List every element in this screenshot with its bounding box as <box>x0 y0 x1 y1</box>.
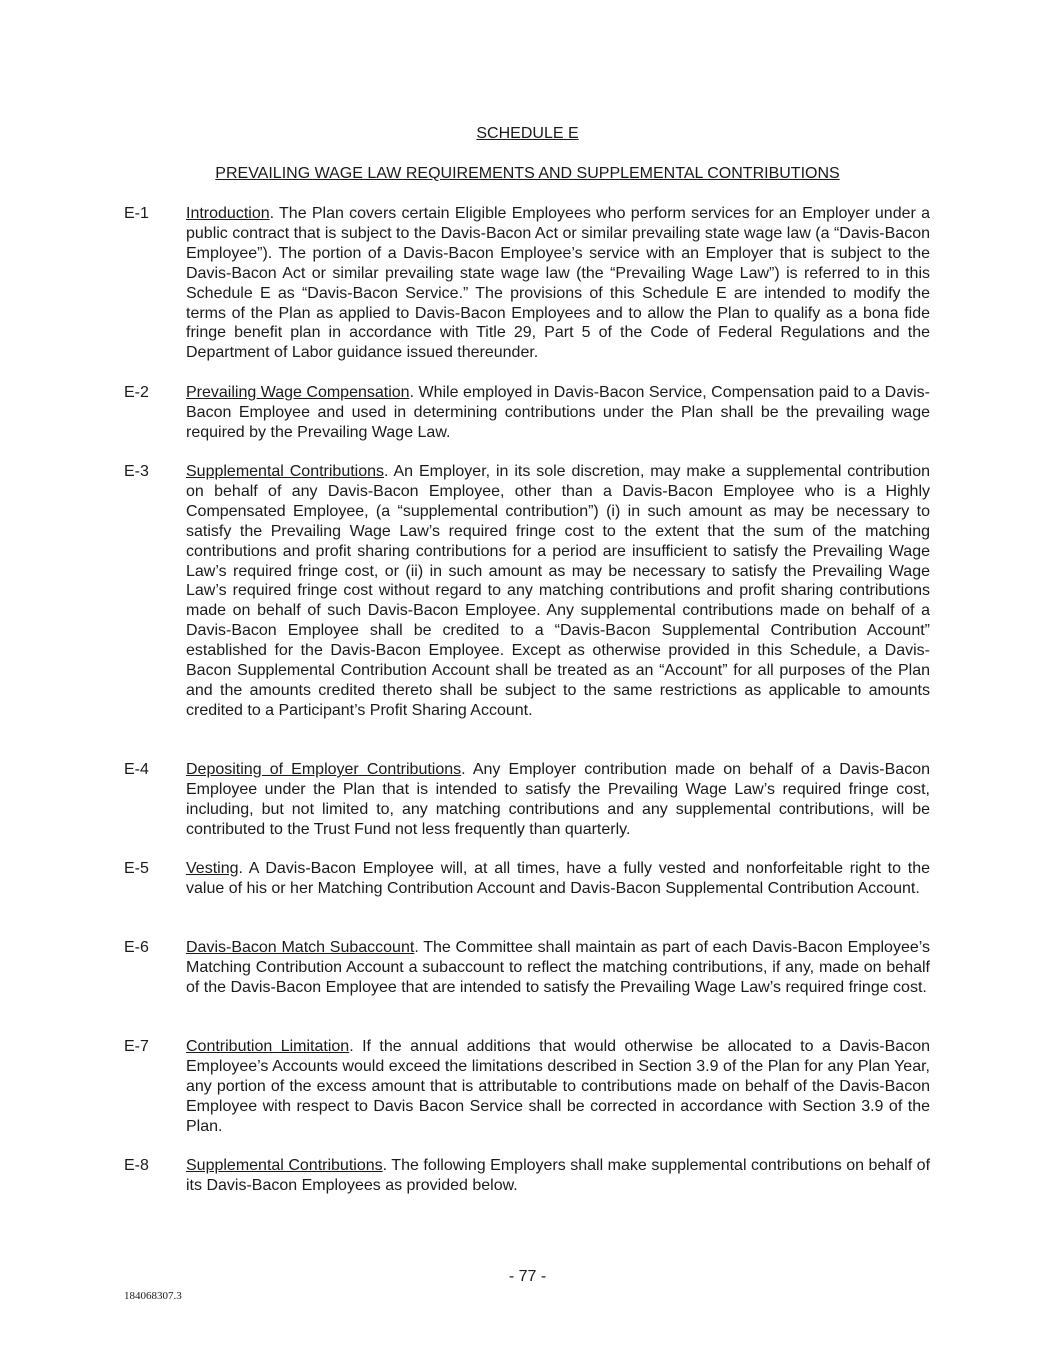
section-e2 <box>124 383 930 443</box>
section-heading: Depositing of Employer Contributions <box>186 761 462 778</box>
section-text: . Any Employer contribution made on behalf of a Davis-Bacon Employee under the Plan that is intended to satisfy the Prevailing Wage Law’s required fringe cost, including, but not limited to, any matching contributions and any supplemental contributions, will be contributed to the Trust Fund not less frequently than quarterly. <box>186 761 930 838</box>
schedule-title: SCHEDULE E <box>476 125 579 142</box>
section-heading: Introduction <box>186 205 270 222</box>
section-e6 <box>124 938 930 998</box>
section-heading: Contribution Limitation <box>186 1038 350 1055</box>
section-heading: Supplemental Contributions <box>186 1157 383 1174</box>
section-number: E-8 <box>124 1157 149 1174</box>
section-text: . The Plan covers certain Eligible Employees who perform services for an Employer under a public contract that is subject to the Davis-Bacon Act or similar prevailing state wage law (a “Davis-Bacon Employee”). The portion of a Davis-Bacon Employee’s service with an Employer that is subject to the Davis-Bacon Act or similar prevailing state wage law (the “Prevailing Wage Law”) is referred to in this Schedule E as “Davis-Bacon Service.” The provisions of this Schedule E are intended to modify the terms of the Plan as applied to Davis-Bacon Employees and to allow the Plan to qualify as a bona fide fringe benefit plan in accordance with Title 29, Part 5 of the Code of Federal Regulations and the Department of Labor guidance issued thereunder. <box>186 205 930 362</box>
section-number: E-2 <box>124 384 149 401</box>
schedule-subtitle: PREVAILING WAGE LAW REQUIREMENTS AND SUPPLEMENTAL CONTRIBUTIONS <box>215 165 840 182</box>
section-e5 <box>124 859 930 899</box>
section-text: . If the annual additions that would otherwise be allocated to a Davis-Bacon Employee’s Accounts would exceed the limitations described in Section 3.9 of the Plan for any Plan Year, any portion of the excess amount that is attributable to contributions made on behalf of the Davis-Bacon Employee with respect to Davis Bacon Service shall be corrected in accordance with Section 3.9 of the Plan. <box>186 1038 930 1135</box>
section-text: . The Committee shall maintain as part of each Davis-Bacon Employee’s Matching Contribution Account a subaccount to reflect the matching contributions, if any, made on behalf of the Davis-Bacon Employee that are intended to satisfy the Prevailing Wage Law’s required fringe cost. <box>186 939 931 996</box>
section-text: . While employed in Davis-Bacon Service, Compensation paid to a Davis-Bacon Employee and used in determining contributions under the Plan shall be the prevailing wage required by the Prevailing Wage Law. <box>186 384 930 441</box>
section-e3 <box>124 462 930 721</box>
section-number: E-6 <box>124 939 149 956</box>
section-heading: Supplemental Contributions <box>186 463 385 480</box>
section-text: . An Employer, in its sole discretion, may make a supplemental contribution on behalf of any Davis-Bacon Employee, other than a Davis-Bacon Employee who is a Highly Compensated Employee, (a “supplemental contribution”) (i) in such amount as may be necessary to satisfy the Prevailing Wage Law’s required fringe cost to the extent that the sum of the matching contributions and profit sharing contributions for a period are insufficient to satisfy the Prevailing Wage Law’s required fringe cost, or (ii) in such amount as may be necessary to satisfy the Prevailing Wage Law’s required fringe cost without regard to any matching contributions and profit sharing contributions made on behalf of such Davis-Bacon Employee. Any supplemental contributions made on behalf of a Davis-Bacon Employee shall be credited to a “Davis-Bacon Supplemental Contribution Account” established for the Davis-Bacon Employee. Except as otherwise provided in this Schedule, a Davis-Bacon Supplemental Contribution Account shall be treated as an “Account” for all purposes of the Plan and the amounts credited thereto shall be subject to the same restrictions as applicable to amounts credited to a Participant’s Profit Sharing Account. <box>186 463 930 719</box>
section-heading: Davis-Bacon Match Subaccount <box>186 939 415 956</box>
section-number: E-1 <box>124 205 149 222</box>
section-number: E-3 <box>124 463 149 480</box>
section-number: E-7 <box>124 1038 149 1055</box>
section-e7 <box>124 1037 930 1137</box>
section-heading: Vesting <box>186 860 239 877</box>
section-e1 <box>124 204 930 363</box>
section-e4 <box>124 760 930 840</box>
section-number: E-5 <box>124 860 149 877</box>
section-text: . A Davis-Bacon Employee will, at all times, have a fully vested and nonforfeitable right to the value of his or her Matching Contribution Account and Davis-Bacon Supplemental Contribution Account. <box>186 860 930 897</box>
section-number: E-4 <box>124 761 149 778</box>
section-text: . The following Employers shall make supplemental contributions on behalf of its Davis-Bacon Employees as provided below. <box>186 1157 931 1194</box>
document-id: 184068307.3 <box>124 1290 182 1302</box>
section-heading: Prevailing Wage Compensation <box>186 384 410 401</box>
page-number: - 77 - <box>508 1268 547 1285</box>
section-e8 <box>124 1156 930 1196</box>
